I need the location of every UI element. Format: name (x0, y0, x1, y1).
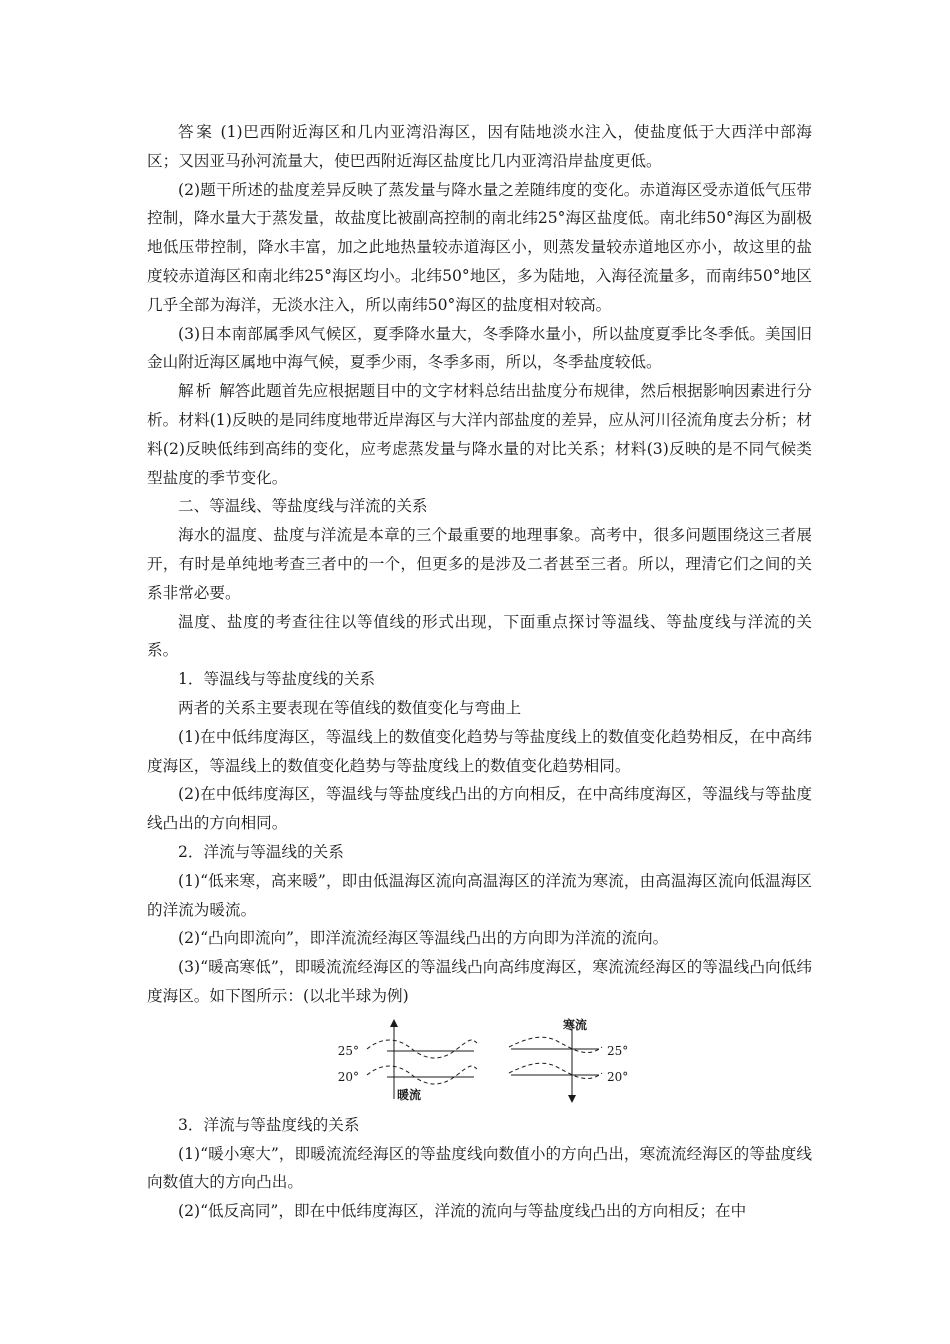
subsection-2-item-2: (2)“凸向即流向”，即洋流流经海区等温线凸出的方向即为洋流的流向。 (178, 929, 669, 948)
subsection-3-item-2: (2)“低反高同”，即在中低纬度海区，洋流的流向与等盐度线凸出的方向相反；在中 (178, 1202, 747, 1221)
subsection-2-item-3: (3)“暖高寒低”，即暖流流经海区的等温线凸向高纬度海区，寒流流经海区的等温线凸向低纬度海区。如下图所示：(以北半球为例) (147, 958, 812, 1005)
answer-paragraph-1 (147, 118, 812, 176)
analysis-paragraph (147, 377, 812, 492)
subsection-1-item-2: (2)在中低纬度海区，等温线与等盐度线凸出的方向相反，在中高纬度海区，等温线与等盐度线凸出的方向相同。 (147, 785, 812, 833)
warm-label-20: 20° (337, 1069, 359, 1084)
cold-label-20: 20° (607, 1069, 629, 1084)
warm-current-diagram (338, 1023, 477, 1102)
subsection-3-heading: 3．洋流与等盐度线的关系 (178, 1115, 360, 1134)
section-intro-1: 海水的温度、盐度与洋流是本章的三个最重要的地理事象。高考中，很多问题围绕这三者展开，有时是单纯地考查三者中的一个，但更多的是涉及二者甚至三者。所以，理清它们之间的关系非常必要。 (147, 526, 812, 602)
warm-25-isotherm (367, 1040, 477, 1058)
subsection-3-item-1: (1)“暖小寒大”，即暖流流经海区的等盐度线向数值小的方向凸出，寒流流经海区的等盐度线向数值大的方向凸出。 (147, 1144, 812, 1192)
cold-label-25: 25° (607, 1043, 629, 1058)
analysis-label: 解析 (178, 382, 214, 401)
answer-paragraph-3: (3)日本南部属季风气候区，夏季降水量大，冬季降水量小，所以盐度夏季比冬季低。美国旧金山附近海区属地中海气候，夏季少雨，冬季多雨，所以，冬季盐度较低。 (147, 324, 812, 372)
answer-paragraph-2: (2)题干所述的盐度差异反映了蒸发量与降水量之差随纬度的变化。赤道海区受赤道低气压带控制，降水量大于蒸发量，故盐度比被副高控制的南北纬25°海区盐度低。南北纬50°海区为副极地低压带控制，降水丰富，加之此地热量较赤道海区小，则蒸发量较赤道地区亦小，故这里的盐度较赤道海区和南北纬25°海区均小。北纬50°地区，多为陆地，入海径流量多，而南纬50°地区几乎全部为海洋，无淡水注入，所以南纬50°海区的盐度相对较高。 (147, 180, 812, 314)
subsection-2-heading: 2．洋流与等温线的关系 (178, 842, 344, 861)
cold-current-diagram (509, 1017, 628, 1099)
subsection-1-item-1: (1)在中低纬度海区，等温线上的数值变化趋势与等盐度线上的数值变化趋势相反，在中高纬度海区，等温线上的数值变化趋势与等盐度线上的数值变化趋势相同。 (147, 727, 812, 775)
subsection-2-item-1: (1)“低来寒，高来暖”，即由低温海区流向高温海区的洋流为寒流，由高温海区流向低温海区的洋流为暖流。 (147, 871, 812, 919)
subsection-1-heading: 1．等温线与等盐度线的关系 (178, 670, 376, 689)
cold-20-isotherm (509, 1063, 602, 1078)
analysis-text: 解答此题首先应根据题目中的文字材料总结出盐度分布规律，然后根据影响因素进行分析。材料(1)反映的是同纬度地带近岸海区与大洋内部盐度的差异，应从河川径流角度去分析；材料(2)反映低纬到高纬的变化，应考虑蒸发量与降水量的对比关系；材料(3)反映的是不同气候类型盐度的季节变化。 (147, 382, 812, 487)
answer-label: 答案 (178, 123, 215, 141)
warm-current-label: 暖流 (397, 1087, 422, 1102)
section-intro-2: 温度、盐度的考查往往以等值线的形式出现，下面重点探讨等温线、等盐度线与洋流的关系。 (147, 612, 812, 660)
subsection-1-lead: 两者的关系主要表现在等值线的数值变化与弯曲上 (178, 698, 522, 717)
document-page (147, 118, 812, 1226)
section-heading: 二、等温线、等盐度线与洋流的关系 (178, 497, 428, 516)
isotherm-diagram (147, 1017, 812, 1103)
warm-20-isotherm (367, 1066, 477, 1084)
cold-25-isotherm (509, 1037, 602, 1052)
cold-current-label: 寒流 (563, 1017, 588, 1032)
isotherm-current-figure (147, 1017, 812, 1103)
answer-text-1: (1)巴西附近海区和几内亚湾沿海区，因有陆地淡水注入，使盐度低于大西洋中部海区；又因亚马孙河流量大，使巴西附近海区盐度比几内亚湾沿岸盐度更低。 (147, 123, 812, 170)
warm-label-25: 25° (337, 1043, 359, 1058)
